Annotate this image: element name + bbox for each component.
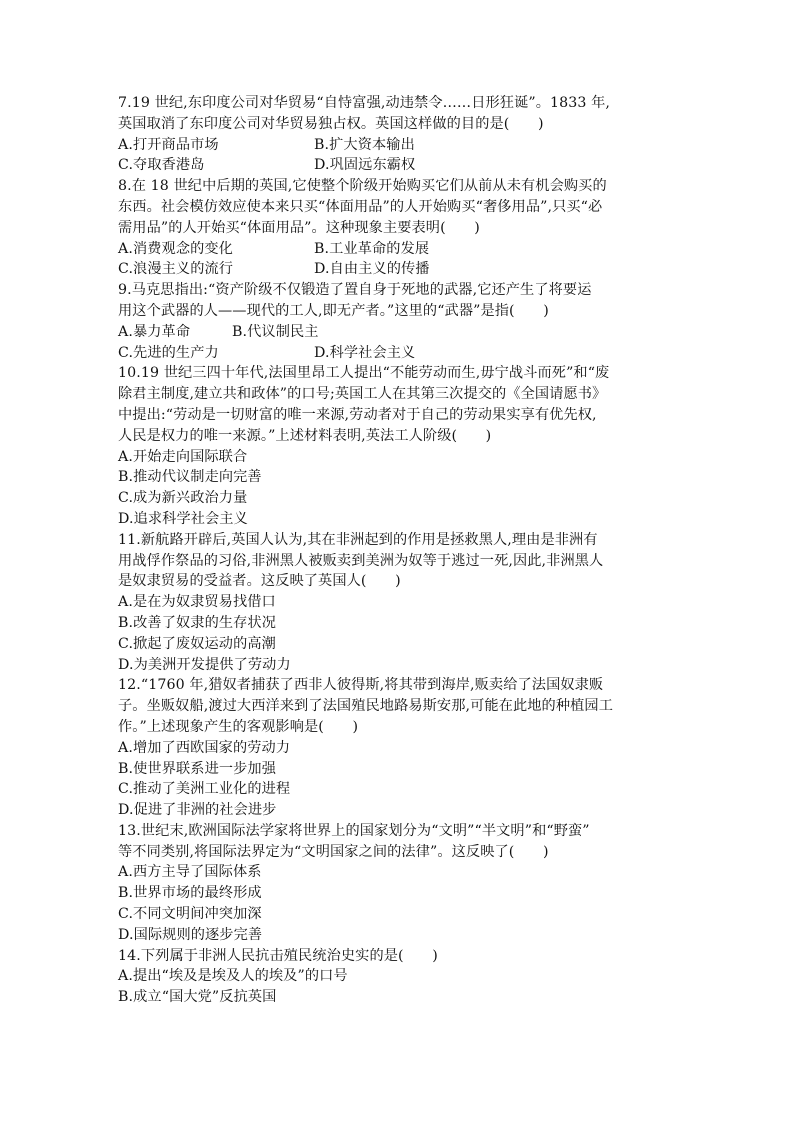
question-stem-line: 中提出:“劳动是一切财富的唯一来源,劳动者对于自己的劳动果实享有优先权, xyxy=(118,406,597,423)
options-row xyxy=(118,239,688,260)
option-d: D.巩固远东霸权 xyxy=(314,157,416,174)
question-14 xyxy=(118,946,688,1008)
options-row xyxy=(118,135,688,156)
option-c: C.掀起了废奴运动的高潮 xyxy=(118,635,276,652)
options-row xyxy=(118,155,688,176)
question-stem-line: 8.在 18 世纪中后期的英国,它使整个阶级开始购买它们从前从未有机会购买的 xyxy=(118,178,607,195)
exam-page xyxy=(118,93,688,1008)
question-stem-line: 作。”上述现象产生的客观影响是( ) xyxy=(118,718,359,735)
question-stem-line: 除君主制度,建立共和政体”的口号;英国工人在其第三次提交的《全国请愿书》 xyxy=(118,386,607,403)
question-12 xyxy=(118,675,688,821)
option-c: C.不同文明间冲突加深 xyxy=(118,906,262,923)
option-c: C.夺取香港岛 xyxy=(118,157,205,174)
option-b: B.代议制民主 xyxy=(232,323,319,340)
question-stem-line: 13.世纪末,欧洲国际法学家将世界上的国家划分为“文明”“半文明”和“野蛮” xyxy=(118,822,590,839)
question-stem-line: 东西。社会模仿效应使本来只买“体面用品”的人开始购买“奢侈用品”,只买“必 xyxy=(118,198,603,215)
options-row xyxy=(118,343,688,364)
option-c: C.先进的生产力 xyxy=(118,344,219,361)
option-a: A.增加了西欧国家的劳动力 xyxy=(118,739,291,756)
option-d: D.自由主义的传播 xyxy=(314,261,430,278)
option-a: A.开始走向国际联合 xyxy=(118,448,248,465)
question-10 xyxy=(118,363,688,529)
question-stem-line: 子。坐贩奴船,渡过大西洋来到了法国殖民地路易斯安那,可能在此地的种植园工 xyxy=(118,698,613,715)
option-c: C.浪漫主义的流行 xyxy=(118,261,234,278)
question-stem-line: 用战俘作祭品的习俗,非洲黑人被贩卖到美洲为奴等于逃过一死,因此,非洲黑人 xyxy=(118,552,604,569)
question-11 xyxy=(118,530,688,676)
option-c: C.推动了美洲工业化的进程 xyxy=(118,781,291,798)
question-stem-line: 12.“1760 年,猎奴者捕获了西非人彼得斯,将其带到海岸,贩卖给了法国奴隶贩 xyxy=(118,677,604,694)
question-stem-line: 11.新航路开辟后,英国人认为,其在非洲起到的作用是拯救黑人,理由是非洲有 xyxy=(118,531,598,548)
question-stem-line: 需用品”的人开始买“体面用品”。这种现象主要表明( ) xyxy=(118,219,480,236)
question-stem-line: 等不同类别,将国际法界定为“文明国家之间的法律”。这反映了( ) xyxy=(118,843,549,860)
option-b: B.扩大资本输出 xyxy=(314,136,415,153)
option-b: B.工业革命的发展 xyxy=(314,240,430,257)
question-stem-line: 英国取消了东印度公司对华贸易独占权。英国这样做的目的是( ) xyxy=(118,115,544,132)
option-d: D.科学社会主义 xyxy=(314,344,416,361)
option-b: B.推动代议制走向完善 xyxy=(118,469,262,486)
question-stem-line: 用这个武器的人——现代的工人,即无产者。”这里的“武器”是指( ) xyxy=(118,302,549,319)
option-a: A.西方主导了国际体系 xyxy=(118,864,262,881)
option-d: D.国际规则的逐步完善 xyxy=(118,926,263,943)
question-stem-line: 人民是权力的唯一来源。”上述材料表明,英法工人阶级( ) xyxy=(118,427,492,444)
question-stem-line: 14.下列属于非洲人民抗击殖民统治史实的是( ) xyxy=(118,947,438,964)
question-13 xyxy=(118,821,688,946)
option-b: B.世界市场的最终形成 xyxy=(118,885,262,902)
options-row xyxy=(118,259,688,280)
option-b: B.改善了奴隶的生存状况 xyxy=(118,614,277,631)
options-row xyxy=(118,322,688,343)
option-d: D.追求科学社会主义 xyxy=(118,510,248,527)
option-b: B.成立“国大党”反抗英国 xyxy=(118,989,277,1006)
question-stem-line: 9.马克思指出:“资产阶级不仅锻造了置自身于死地的武器,它还产生了将要运 xyxy=(118,282,592,299)
option-a: A.提出“埃及是埃及人的埃及”的口号 xyxy=(118,968,348,985)
question-stem-line: 7.19 世纪,东印度公司对华贸易“自恃富强,动违禁令……日形狂诞”。1833 年, xyxy=(118,95,611,111)
option-a: A.是在为奴隶贸易找借口 xyxy=(118,594,276,611)
question-9 xyxy=(118,280,688,363)
option-b: B.使世界联系进一步加强 xyxy=(118,760,277,777)
question-stem-line: 10.19 世纪三四十年代,法国里昂工人提出“不能劳动而生,毋宁战斗而死”和“废 xyxy=(118,365,610,382)
question-8 xyxy=(118,176,688,280)
option-a: A.消费观念的变化 xyxy=(118,240,233,257)
question-stem-line: 是奴隶贸易的受益者。这反映了英国人( ) xyxy=(118,573,401,590)
option-a: A.暴力革命 xyxy=(118,323,191,340)
question-7 xyxy=(118,93,688,176)
option-a: A.打开商品市场 xyxy=(118,136,219,153)
option-d: D.为美洲开发提供了劳动力 xyxy=(118,656,291,673)
option-c: C.成为新兴政治力量 xyxy=(118,490,248,507)
option-d: D.促进了非洲的社会进步 xyxy=(118,802,277,819)
